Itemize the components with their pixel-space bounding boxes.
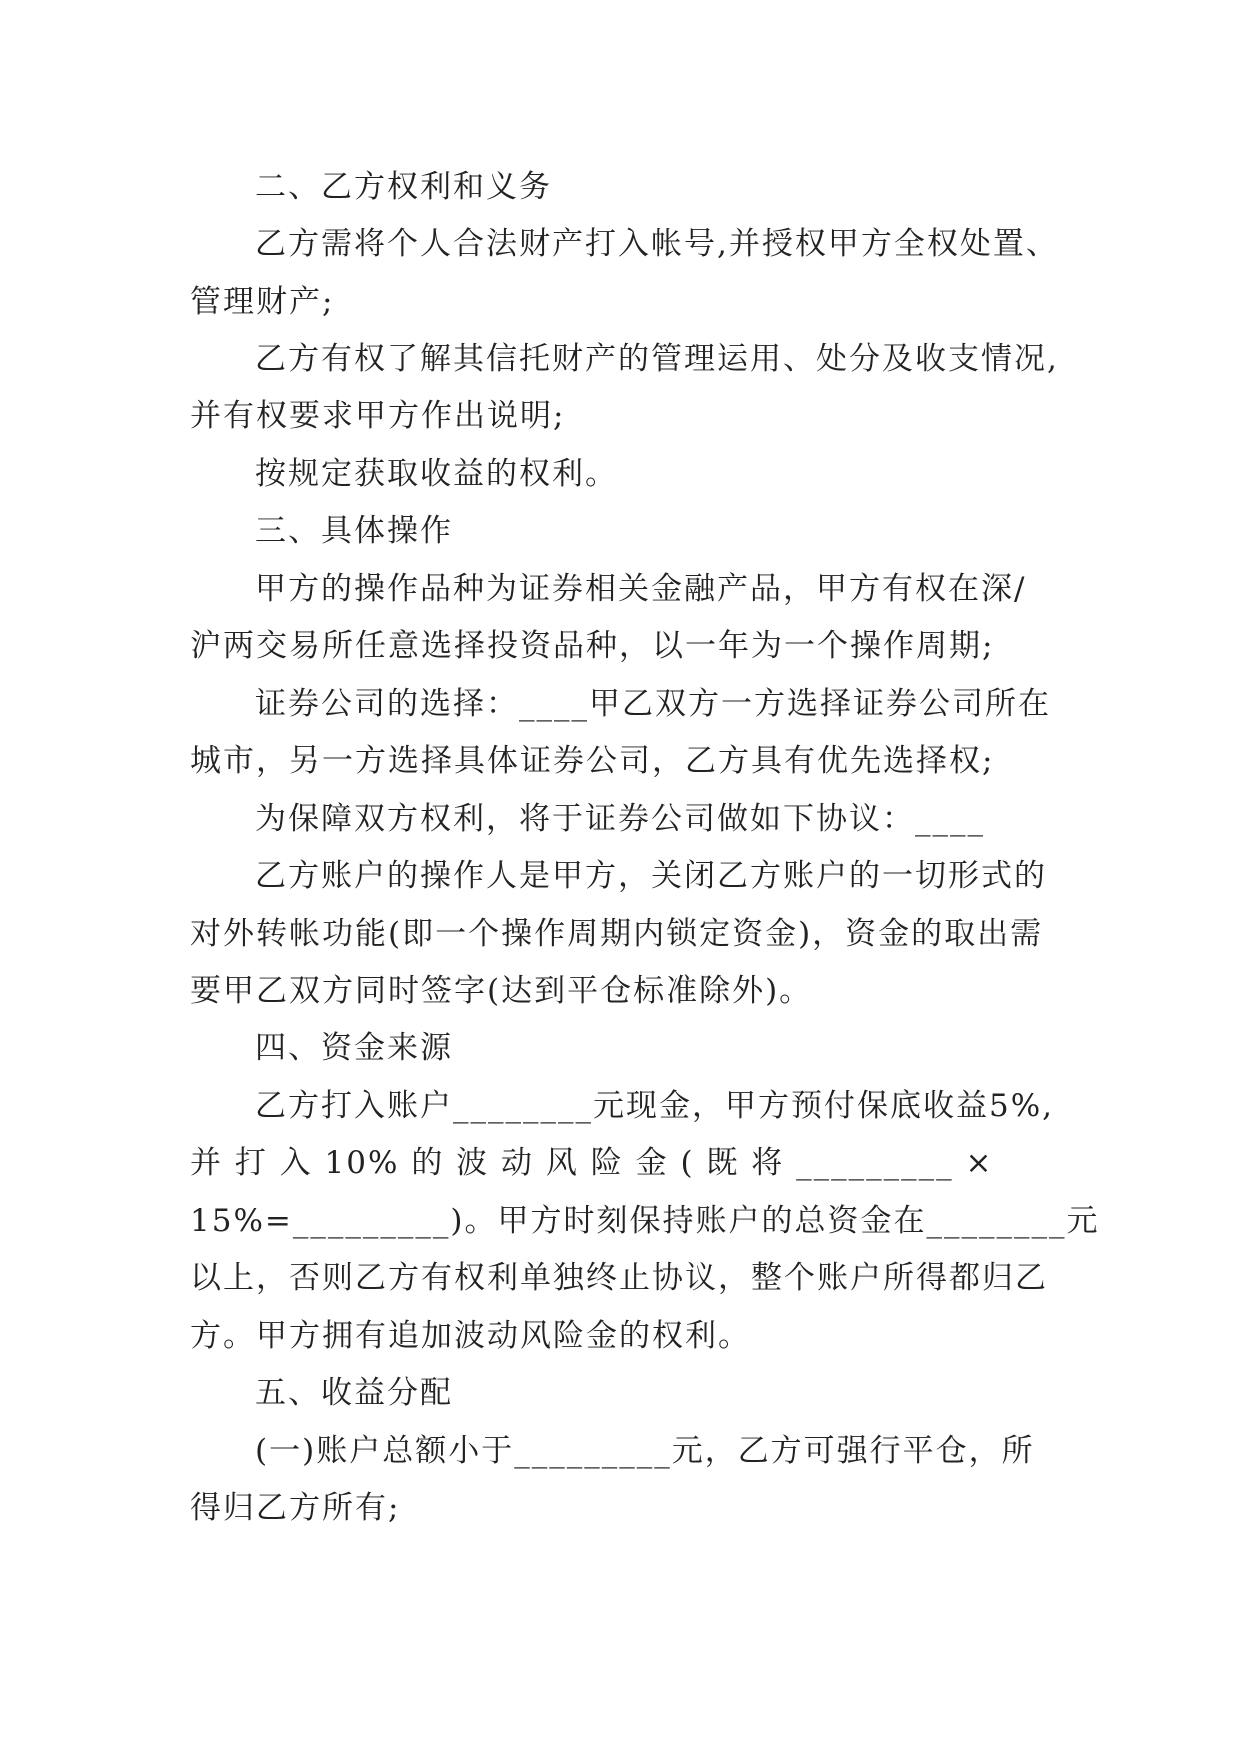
paragraph-line: 乙方有权了解其信托财产的管理运用、处分及收支情况, [255,341,1059,377]
paragraph-line: 以上，否则乙方有权利单独终止协议，整个账户所得都归乙 [190,1260,1048,1296]
section-heading-3: 三、具体操作 [255,513,453,549]
paragraph-line: 甲方的操作品种为证券相关金融产品，甲方有权在深/ [255,571,1027,607]
paragraph-line: 管理财产; [190,284,335,320]
paragraph-line: 对外转帐功能(即一个操作周期内锁定资金)，资金的取出需 [190,916,1044,952]
paragraph-line: 要甲乙双方同时签字(达到平仓标准除外)。 [190,973,813,1009]
paragraph-line: 城市，另一方选择具体证券公司，乙方具有优先选择权; [190,743,995,779]
paragraph-line: (一)账户总额小于_________元，乙方可强行平仓，所 [255,1433,1035,1469]
paragraph-line: 乙方账户的操作人是甲方，关闭乙方账户的一切形式的 [255,858,1047,894]
paragraph-line: 并 打 入 10% 的 波 动 风 险 金 ( 既 将 _________ × [190,1145,994,1181]
section-heading-5: 五、收益分配 [255,1375,453,1411]
paragraph-line: 乙方需将个人合法财产打入帐号,并授权甲方全权处置、 [255,226,1059,262]
paragraph-line: 沪两交易所任意选择投资品种，以一年为一个操作周期; [190,628,995,664]
paragraph-line: 为保障双方权利，将于证券公司做如下协议：____ [255,801,985,837]
paragraph-line: 证券公司的选择：____甲乙双方一方选择证券公司所在 [255,686,1051,722]
section-heading-2: 二、乙方权利和义务 [255,169,552,205]
paragraph-line: 得归乙方所有; [190,1490,401,1526]
paragraph-line: 乙方打入账户________元现金，甲方预付保底收益5%, [255,1088,1055,1124]
section-heading-4: 四、资金来源 [255,1030,453,1066]
paragraph-line: 15%=_________)。甲方时刻保持账户的总资金在________元 [190,1203,1100,1239]
paragraph-line: 方。甲方拥有追加波动风险金的权利。 [190,1318,751,1354]
paragraph-line: 并有权要求甲方作出说明; [190,398,566,434]
paragraph-line: 按规定获取收益的权利。 [255,456,618,492]
